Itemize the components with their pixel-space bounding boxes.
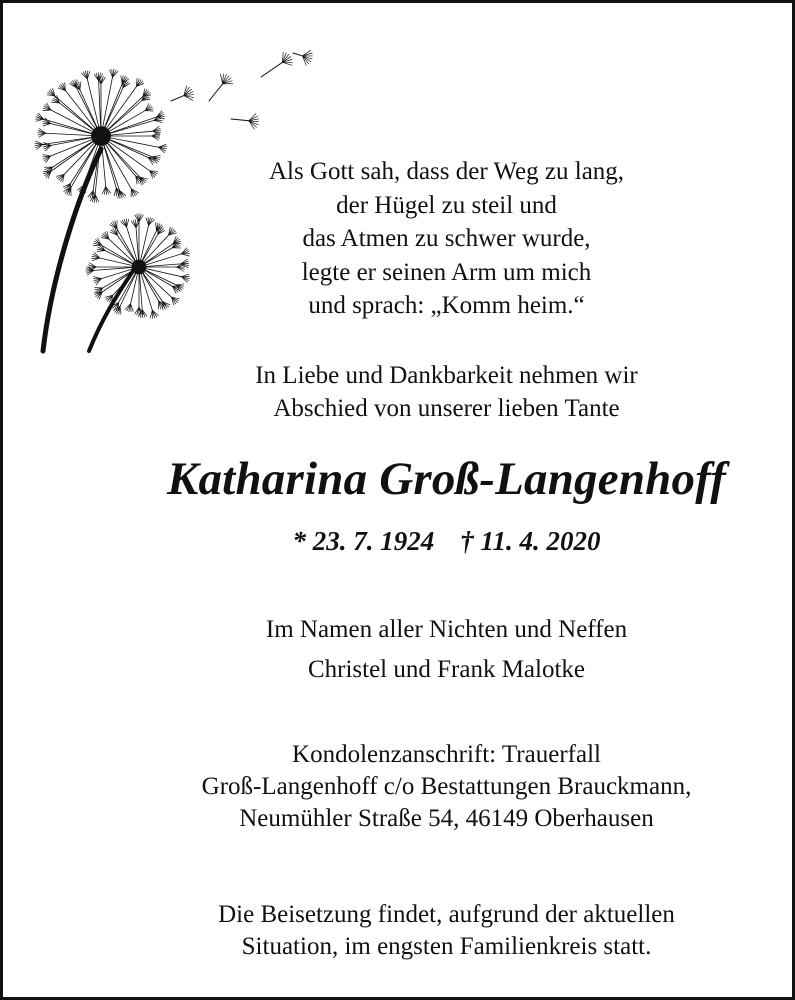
poem-line: der Hügel zu steil und bbox=[336, 191, 557, 219]
death-date: † 11. 4. 2020 bbox=[460, 526, 601, 556]
family-line: Christel und Frank Malotke bbox=[307, 656, 586, 683]
intro-line: In Liebe und Dankbarkeit nehmen wir bbox=[255, 362, 638, 389]
life-dates bbox=[49, 523, 795, 559]
poem bbox=[49, 155, 795, 323]
birth-date: * 23. 7. 1924 bbox=[292, 526, 435, 556]
deceased-name: Katharina Groß-Langenhoff bbox=[166, 453, 727, 505]
family-line: Im Namen aller Nichten und Neffen bbox=[265, 616, 628, 643]
burial-notice bbox=[49, 899, 795, 963]
poem-line: und sprach: „Komm heim.“ bbox=[308, 292, 585, 319]
condolence-address bbox=[49, 739, 795, 835]
address-line: Kondolenzanschrift: Trauerfall bbox=[292, 741, 601, 768]
burial-line: Situation, im engsten Familienkreis statt. bbox=[241, 933, 652, 960]
poem-line: Als Gott sah, dass der Weg zu lang, bbox=[268, 158, 625, 185]
address-line: Groß-Langenhoff c/o Bestattungen Brauckmann, bbox=[201, 773, 692, 800]
family-signature bbox=[49, 610, 795, 690]
intro-line: Abschied von unserer lieben Tante bbox=[273, 395, 620, 422]
poem-line: legte er seinen Arm um mich bbox=[301, 258, 592, 286]
poem-line: das Atmen zu schwer wurde, bbox=[302, 225, 591, 252]
farewell-intro bbox=[49, 359, 795, 425]
address-line: Neumühler Straße 54, 46149 Oberhausen bbox=[239, 805, 654, 832]
burial-line: Die Beisetzung findet, aufgrund der aktuellen bbox=[218, 901, 675, 928]
